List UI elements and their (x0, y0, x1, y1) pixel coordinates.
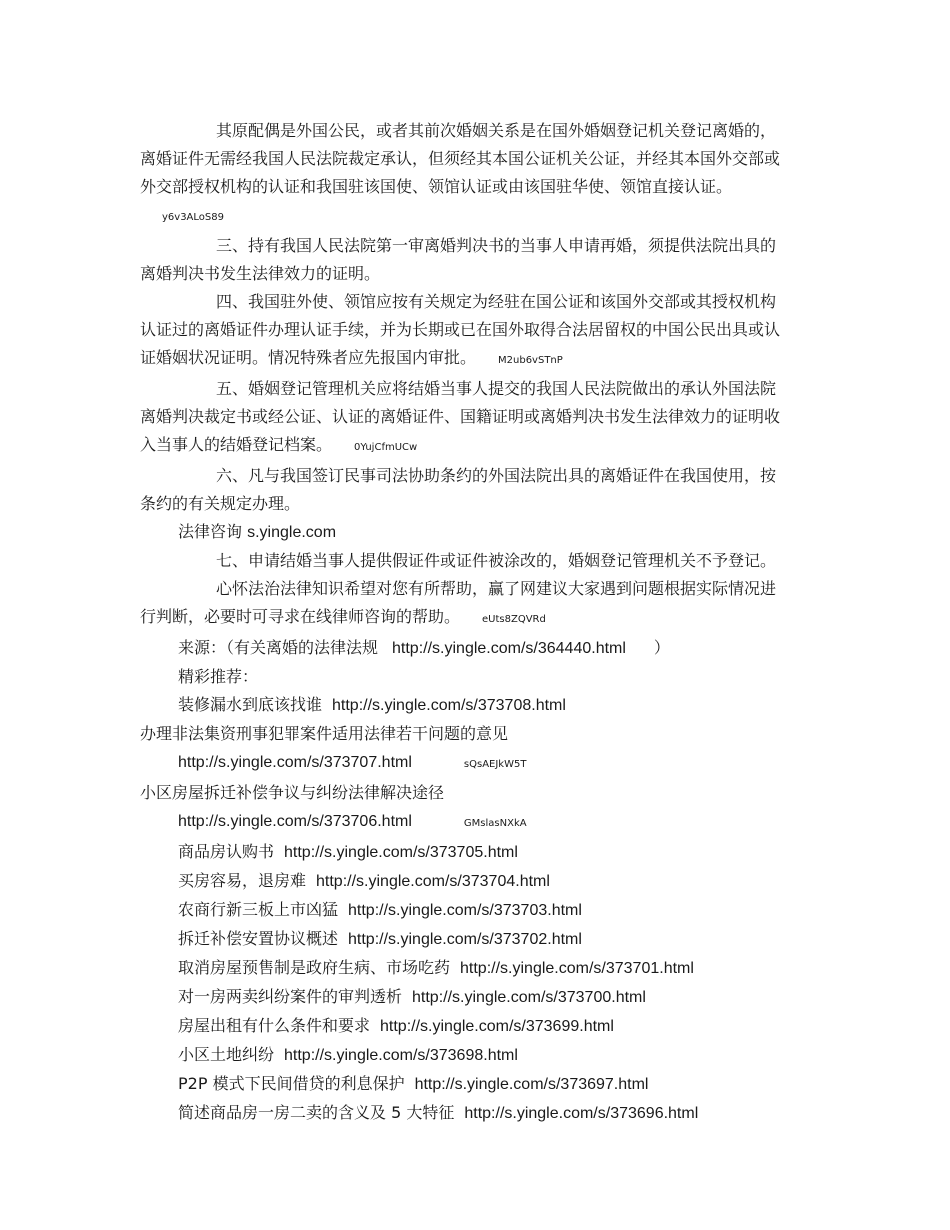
paragraph-5 (140, 462, 780, 518)
recommend-title: 办理非法集资刑事犯罪案件适用法律若干问题的意见 (140, 724, 509, 743)
paragraph-5-text: 六、凡与我国签订民事司法协助条约的外国法院出具的离婚证件在我国使用，按条约的有关规定办理。 (140, 466, 777, 513)
list-item (140, 1099, 780, 1128)
watermark-code: y6v3ALoS89 (162, 212, 224, 223)
paragraph-3-text: 四、我国驻外使、领馆应按有关规定为经驻在国公证和该国外交部或其授权机构认证过的离婚证件办理认证手续，并为长期或已在国外取得合法居留权的中国公民出具或认证婚姻状况证明。情况特殊者应先报国内审批。 (140, 292, 781, 367)
list-item (140, 1041, 780, 1070)
recommend-link[interactable]: http://s.yingle.com/s/373703.html (348, 902, 582, 919)
recommend-link[interactable]: http://s.yingle.com/s/373704.html (316, 873, 550, 890)
recommend-link[interactable]: http://s.yingle.com/s/373708.html (332, 697, 566, 714)
list-item (140, 896, 780, 925)
watermark-code: 0YujCfmUCw (354, 442, 418, 453)
recommend-list (140, 691, 780, 1128)
paragraph-4 (140, 375, 780, 462)
recommend-title: 对一房两卖纠纷案件的审判透析 (178, 987, 403, 1006)
list-item (140, 1012, 780, 1041)
consult-label: 法律咨询 (178, 522, 243, 541)
watermark-code: M2ub6vSTnP (498, 355, 563, 366)
document-body (140, 117, 780, 1128)
paragraph-4-text: 五、婚姻登记管理机关应将结婚当事人提交的我国人民法院做出的承认外国法院离婚判决裁定书或经公证、认证的离婚证件、国籍证明或离婚判决书发生法律效力的证明收入当事人的结婚登记档案。 (140, 379, 781, 454)
list-item (140, 867, 780, 896)
consult-line (140, 518, 780, 547)
list-item (140, 779, 780, 838)
paragraph-2-text: 三、持有我国人民法院第一审离婚判决书的当事人申请再婚，须提供法院出具的离婚判决书发生法律效力的证明。 (140, 236, 777, 283)
recommend-link[interactable]: http://s.yingle.com/s/373705.html (284, 844, 518, 861)
paragraph-1-text: 其原配偶是外国公民，或者其前次婚姻关系是在国外婚姻登记机关登记离婚的，离婚证件无需经我国人民法院裁定承认，但须经其本国公证机关公证，并经其本国外交部或外交部授权机构的认证和我国驻该国使、领馆认证或由该国驻华使、领馆直接认证。 (140, 121, 781, 196)
list-item (140, 838, 780, 867)
recommend-title: 小区土地纠纷 (178, 1045, 275, 1064)
paragraph-6 (140, 547, 780, 575)
recommend-heading (140, 663, 780, 691)
recommend-link[interactable]: http://s.yingle.com/s/373700.html (412, 989, 646, 1006)
consult-site-link[interactable]: s.yingle.com (247, 524, 337, 541)
paragraph-7 (140, 575, 780, 634)
source-link[interactable]: http://s.yingle.com/s/364440.html (392, 640, 626, 657)
recommend-link[interactable]: http://s.yingle.com/s/373701.html (460, 960, 694, 977)
recommend-title: 简述商品房一房二卖的含义及 5 大特征 (178, 1103, 455, 1122)
source-prefix: 来源：（有关离婚的法律法规 (178, 638, 379, 657)
list-item (140, 691, 780, 720)
list-item (140, 1070, 780, 1099)
recommend-title: P2P 模式下民间借贷的利息保护 (178, 1074, 405, 1093)
recommend-title: 拆迁补偿安置协议概述 (178, 929, 339, 948)
recommend-link[interactable]: http://s.yingle.com/s/373702.html (348, 931, 582, 948)
list-item (140, 983, 780, 1012)
recommend-link[interactable]: http://s.yingle.com/s/373707.html (178, 754, 412, 771)
paragraph-3 (140, 288, 780, 375)
source-suffix: ） (653, 638, 670, 657)
list-item (140, 954, 780, 983)
recommend-link[interactable]: http://s.yingle.com/s/373696.html (464, 1105, 699, 1122)
recommend-title: 装修漏水到底该找谁 (178, 695, 323, 714)
watermark-code: eUts8ZQVRd (482, 614, 546, 625)
recommend-title: 农商行新三板上市凶猛 (178, 900, 339, 919)
watermark-code: GMslasNXkA (463, 818, 527, 829)
watermark-code: sQsAEJkW5T (463, 759, 527, 770)
recommend-title: 商品房认购书 (178, 842, 275, 861)
recommend-link[interactable]: http://s.yingle.com/s/373706.html (178, 813, 412, 830)
list-item (140, 720, 780, 779)
recommend-title: 取消房屋预售制是政府生病、市场吃药 (178, 958, 451, 977)
recommend-title: 买房容易，退房难 (178, 871, 307, 890)
recommend-link[interactable]: http://s.yingle.com/s/373699.html (380, 1018, 614, 1035)
paragraph-7-text: 心怀法治法律知识希望对您有所帮助，赢了网建议大家遇到问题根据实际情况进行判断，必要时可寻求在线律师咨询的帮助。 (140, 579, 777, 626)
paragraph-6-text: 七、申请结婚当事人提供假证件或证件被涂改的，婚姻登记管理机关不予登记。 (216, 551, 777, 570)
source-line (140, 634, 780, 663)
recommend-link[interactable]: http://s.yingle.com/s/373697.html (414, 1076, 649, 1093)
recommend-title: 小区房屋拆迁补偿争议与纠纷法律解决途径 (140, 783, 445, 802)
list-item (140, 925, 780, 954)
paragraph-1 (140, 117, 780, 232)
paragraph-2 (140, 232, 780, 288)
recommend-link[interactable]: http://s.yingle.com/s/373698.html (284, 1047, 518, 1064)
recommend-title: 房屋出租有什么条件和要求 (178, 1016, 371, 1035)
recommend-heading-text: 精彩推荐： (178, 667, 259, 686)
